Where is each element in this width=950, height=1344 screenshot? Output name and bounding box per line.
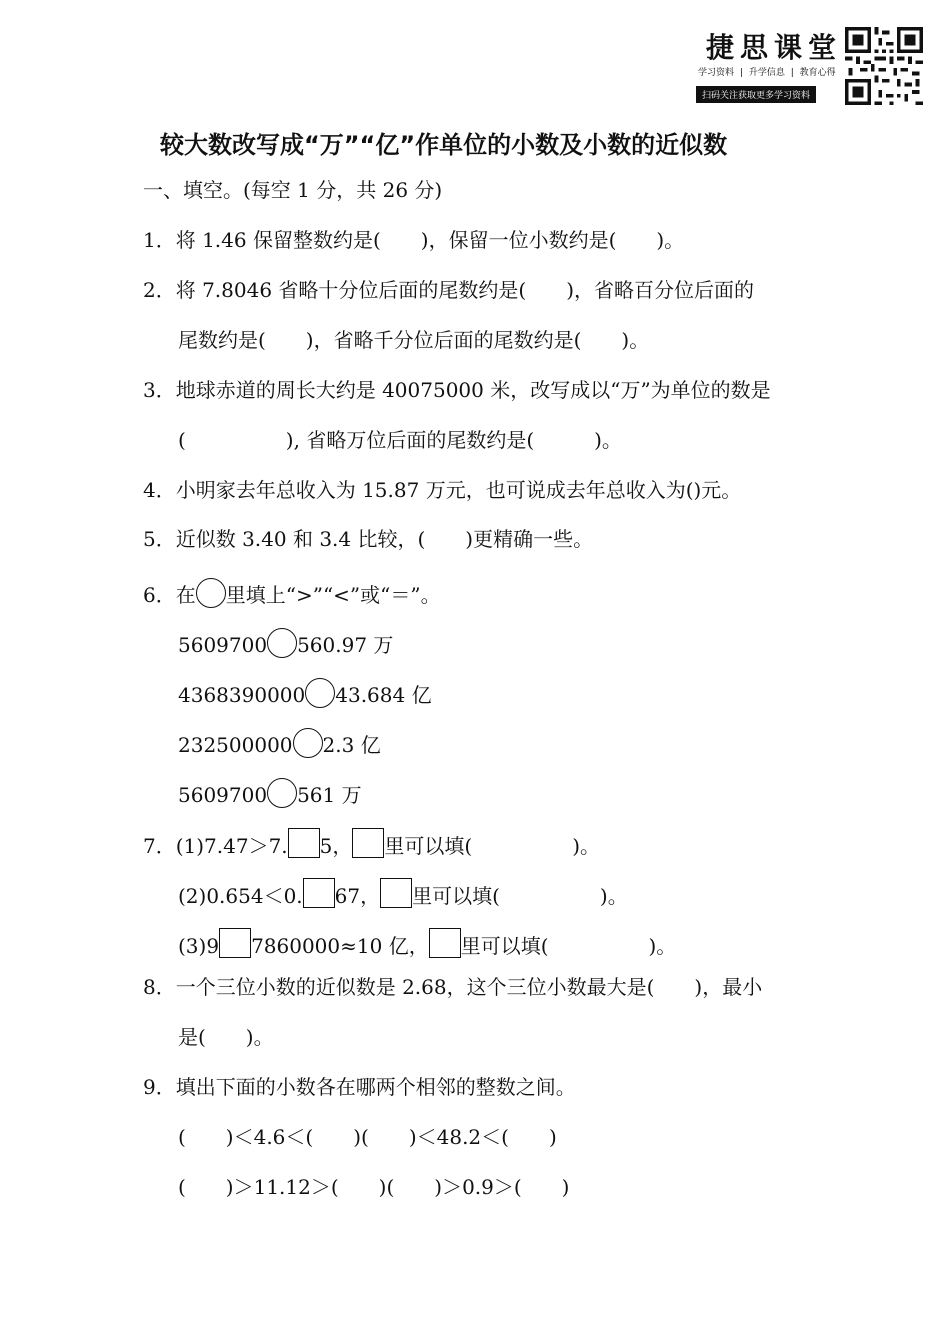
brand-tag: 学习资料 — [698, 68, 735, 78]
question-4: 4．小明家去年总收入为 15.87 万元，也可说成去年总收入为()元。 — [143, 478, 742, 502]
question-1: 1．将 1.46 保留整数约是( )，保留一位小数约是( )。 — [143, 228, 685, 252]
compare-row — [178, 678, 432, 709]
circle-blank-icon[interactable] — [293, 728, 323, 758]
question-9: 9．填出下面的小数各在哪两个相邻的整数之间。 — [143, 1075, 576, 1099]
question-7-part-2 — [178, 878, 628, 910]
q7-text: (3)9 — [178, 934, 220, 958]
square-blank-icon[interactable] — [429, 928, 461, 958]
brand-bar: 扫码关注获取更多学习资料 — [696, 86, 816, 103]
circle-blank-icon[interactable] — [196, 578, 226, 608]
q7-text: 里可以填( )。 — [412, 884, 628, 908]
section-heading: 一、填空。(每空 1 分，共 26 分) — [143, 178, 443, 202]
compare-left: 5609700 — [178, 633, 268, 657]
question-7-part-3 — [178, 928, 676, 960]
question-6-post: 里填上“>”“<”或“＝”。 — [225, 583, 441, 607]
compare-right: 43.684 亿 — [335, 683, 432, 707]
circle-blank-icon[interactable] — [267, 778, 297, 808]
page-title: 较大数改写成“万”“亿”作单位的小数及小数的近似数 — [160, 131, 728, 159]
circle-blank-icon[interactable] — [267, 628, 297, 658]
question-6 — [143, 578, 441, 609]
square-blank-icon[interactable] — [352, 828, 384, 858]
q7-text: (2)0.654＜0. — [178, 884, 303, 908]
question-3-line-2: ( ), 省略万位后面的尾数约是( )。 — [178, 428, 622, 452]
square-blank-icon[interactable] — [219, 928, 251, 958]
circle-blank-icon[interactable] — [305, 678, 335, 708]
question-8-line-1: 8．一个三位小数的近似数是 2.68，这个三位小数最大是( )，最小 — [143, 975, 763, 999]
brand-name: 捷思课堂 — [706, 31, 843, 64]
square-blank-icon[interactable] — [303, 878, 335, 908]
question-9-row-2: ( )＞11.12＞( )( )＞0.9＞( ) — [178, 1175, 570, 1199]
compare-left: 4368390000 — [178, 683, 306, 707]
question-9-row-1: ( )＜4.6＜( )( )＜48.2＜( ) — [178, 1125, 557, 1149]
q7-text: 里可以填( )。 — [460, 934, 677, 958]
question-6-pre: 6．在 — [143, 583, 196, 607]
qr-code-icon — [845, 27, 923, 105]
compare-right: 561 万 — [297, 783, 362, 807]
q7-text: 7．(1)7.47＞7. — [143, 834, 288, 858]
question-2-line-1: 2．将 7.8046 省略十分位后面的尾数约是( )，省略百分位后面的 — [143, 278, 755, 302]
square-blank-icon[interactable] — [380, 878, 412, 908]
q7-text: 67， — [334, 884, 381, 908]
question-2-line-2: 尾数约是( )，省略千分位后面的尾数约是( )。 — [178, 328, 650, 352]
question-7-part-1 — [143, 828, 600, 860]
question-8-line-2: 是( )。 — [178, 1025, 274, 1049]
q7-text: 5， — [319, 834, 353, 858]
q7-text: 7860000≈10 亿， — [251, 934, 429, 958]
question-3-line-1: 3．地球赤道的周长大约是 40075000 米，改写成以“万”为单位的数是 — [143, 378, 771, 402]
compare-left: 5609700 — [178, 783, 268, 807]
compare-row — [178, 628, 393, 659]
brand-tags: 学习资料 | 升学信息 | 教育心得 — [698, 68, 836, 78]
question-5: 5．近似数 3.40 和 3.4 比较，( )更精确一些。 — [143, 527, 594, 551]
compare-right: 2.3 亿 — [322, 733, 381, 757]
compare-row — [178, 728, 381, 759]
brand-tag: 教育心得 — [799, 68, 836, 78]
brand-tag: 升学信息 — [748, 68, 785, 78]
compare-right: 560.97 万 — [297, 633, 394, 657]
q7-text: 里可以填( )。 — [384, 834, 601, 858]
compare-left: 232500000 — [178, 733, 293, 757]
compare-row — [178, 778, 362, 809]
square-blank-icon[interactable] — [288, 828, 320, 858]
